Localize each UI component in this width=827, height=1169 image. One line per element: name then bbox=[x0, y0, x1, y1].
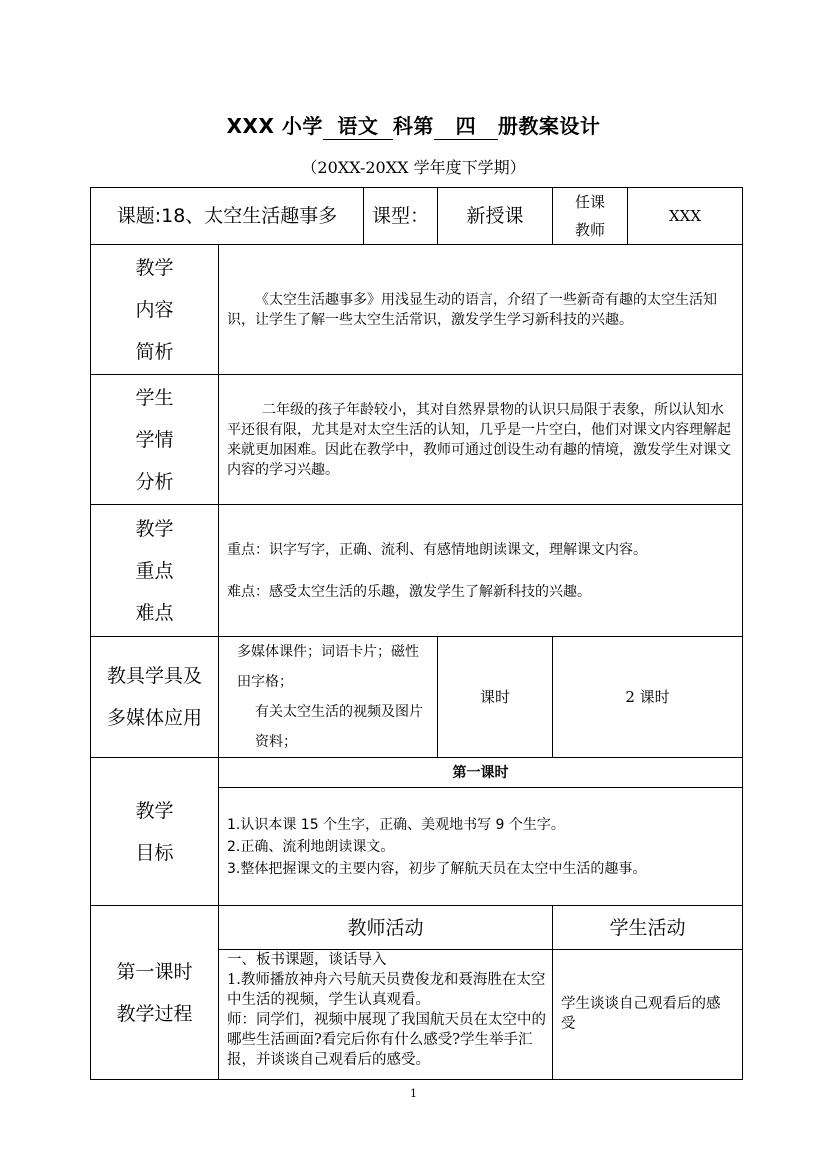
teacher-activity bbox=[219, 950, 553, 1080]
analysis-label-1: 学生 bbox=[135, 386, 174, 409]
title-mid-2: 册教案设计 bbox=[497, 114, 601, 138]
keypoints-text bbox=[219, 505, 743, 637]
analysis-label-3: 分析 bbox=[135, 470, 174, 493]
goals-label-1: 教学 bbox=[135, 799, 174, 822]
tools-label-1: 教具学具及 bbox=[106, 665, 202, 687]
tools-label bbox=[91, 637, 219, 758]
hours-value: 2 课时 bbox=[553, 637, 743, 758]
content-label-1: 教学 bbox=[135, 256, 174, 279]
content-label-3: 简析 bbox=[135, 340, 174, 363]
keypoints-label-3: 难点 bbox=[135, 601, 174, 624]
student-activity-head: 学生活动 bbox=[553, 906, 743, 950]
tools-line-1: 多媒体课件；词语卡片；磁性田字格； bbox=[237, 644, 419, 690]
keypoints-label-2: 重点 bbox=[135, 559, 174, 582]
process-head-row bbox=[91, 906, 743, 950]
key-point: 重点：识字写字，正确、流利、有感情地朗读课文，理解课文内容。 bbox=[227, 541, 647, 558]
goals-list bbox=[219, 788, 743, 906]
analysis-label bbox=[91, 375, 219, 505]
keypoints-row bbox=[91, 505, 743, 637]
teacher-label bbox=[553, 188, 628, 245]
goals-label-2: 目标 bbox=[135, 841, 174, 864]
subject-blank: 语文 bbox=[323, 110, 393, 140]
analysis-label-2: 学情 bbox=[135, 428, 174, 451]
keypoints-label-1: 教学 bbox=[135, 517, 174, 540]
goals-head-row bbox=[91, 758, 743, 788]
content-row bbox=[91, 245, 743, 375]
topic-row bbox=[91, 188, 743, 245]
title-mid-1: 科第 bbox=[392, 114, 434, 138]
goal-item-3: 3.整体把握课文的主要内容，初步了解航天员在太空中生活的趣事。 bbox=[227, 860, 647, 877]
analysis-row bbox=[91, 375, 743, 505]
tools-line-2: 有关太空生活的视频及图片资料； bbox=[255, 704, 423, 750]
goal-item-1: 1.认识本课 15 个生字，正确、美观地书写 9 个生字。 bbox=[227, 816, 565, 833]
content-text: 《太空生活趣事多》用浅显生动的语言，介绍了一些新奇有趣的太空生活知识，让学生了解一些太空生活常识，激发学生学习新科技的兴趣。 bbox=[219, 245, 743, 375]
goals-session: 第一课时 bbox=[219, 758, 743, 788]
keypoints-label bbox=[91, 505, 219, 637]
teacher-label-line-1: 任课 bbox=[574, 193, 605, 211]
goals-label bbox=[91, 758, 219, 906]
process-label-2: 教学过程 bbox=[116, 1002, 193, 1025]
page-title bbox=[0, 110, 827, 140]
term-subtitle: （20XX-20XX 学年度下学期） bbox=[301, 158, 526, 177]
difficult-point: 难点：感受太空生活的乐趣，激发学生了解新科技的兴趣。 bbox=[227, 583, 591, 600]
teacher-value: XXX bbox=[628, 188, 743, 245]
analysis-text: 二年级的孩子年龄较小，其对自然界景物的认识只局限于表象，所以认知水平还很有限，尤其是对太空生活的认知，几乎是一片空白，他们对课文内容理解起来就更加困难。因此在教学中，教师可通过创设生动有趣的情境，激发学生对课文内容的学习兴趣。 bbox=[219, 375, 743, 505]
teacher-line-1: 一、板书课题，谈话导入 bbox=[227, 952, 387, 968]
school-name: XXX 小学 bbox=[226, 114, 323, 138]
process-label-1: 第一课时 bbox=[116, 960, 193, 983]
type-label: 课型： bbox=[364, 188, 438, 245]
hours-label: 课时 bbox=[438, 637, 553, 758]
page-number: 1 bbox=[410, 1087, 417, 1100]
teacher-activity-head: 教师活动 bbox=[219, 906, 553, 950]
content-label bbox=[91, 245, 219, 375]
lesson-plan-table bbox=[90, 187, 743, 1080]
grade-blank: 四 bbox=[434, 110, 498, 140]
content-label-2: 内容 bbox=[135, 298, 174, 321]
topic-cell: 课题:18、太空生活趣事多 bbox=[91, 188, 364, 245]
type-value: 新授课 bbox=[438, 188, 553, 245]
teacher-line-3: 师：同学们，视频中展现了我国航天员在太空中的哪些生活画面?看完后你有什么感受?学生举手汇报，并谈谈自己观看后的感受。 bbox=[227, 1012, 546, 1068]
tools-label-2: 多媒体应用 bbox=[106, 707, 202, 729]
student-activity-text: 学生谈谈自己观看后的感受 bbox=[561, 996, 721, 1032]
tools-row bbox=[91, 637, 743, 758]
student-activity bbox=[553, 950, 743, 1080]
teacher-line-2: 1.教师播放神舟六号航天员费俊龙和聂海胜在太空中生活的视频，学生认真观看。 bbox=[227, 972, 546, 1008]
goal-item-2: 2.正确、流利地朗读课文。 bbox=[227, 838, 395, 855]
tools-text bbox=[219, 637, 438, 758]
teacher-label-line-2: 教师 bbox=[574, 221, 605, 239]
process-label bbox=[91, 906, 219, 1080]
